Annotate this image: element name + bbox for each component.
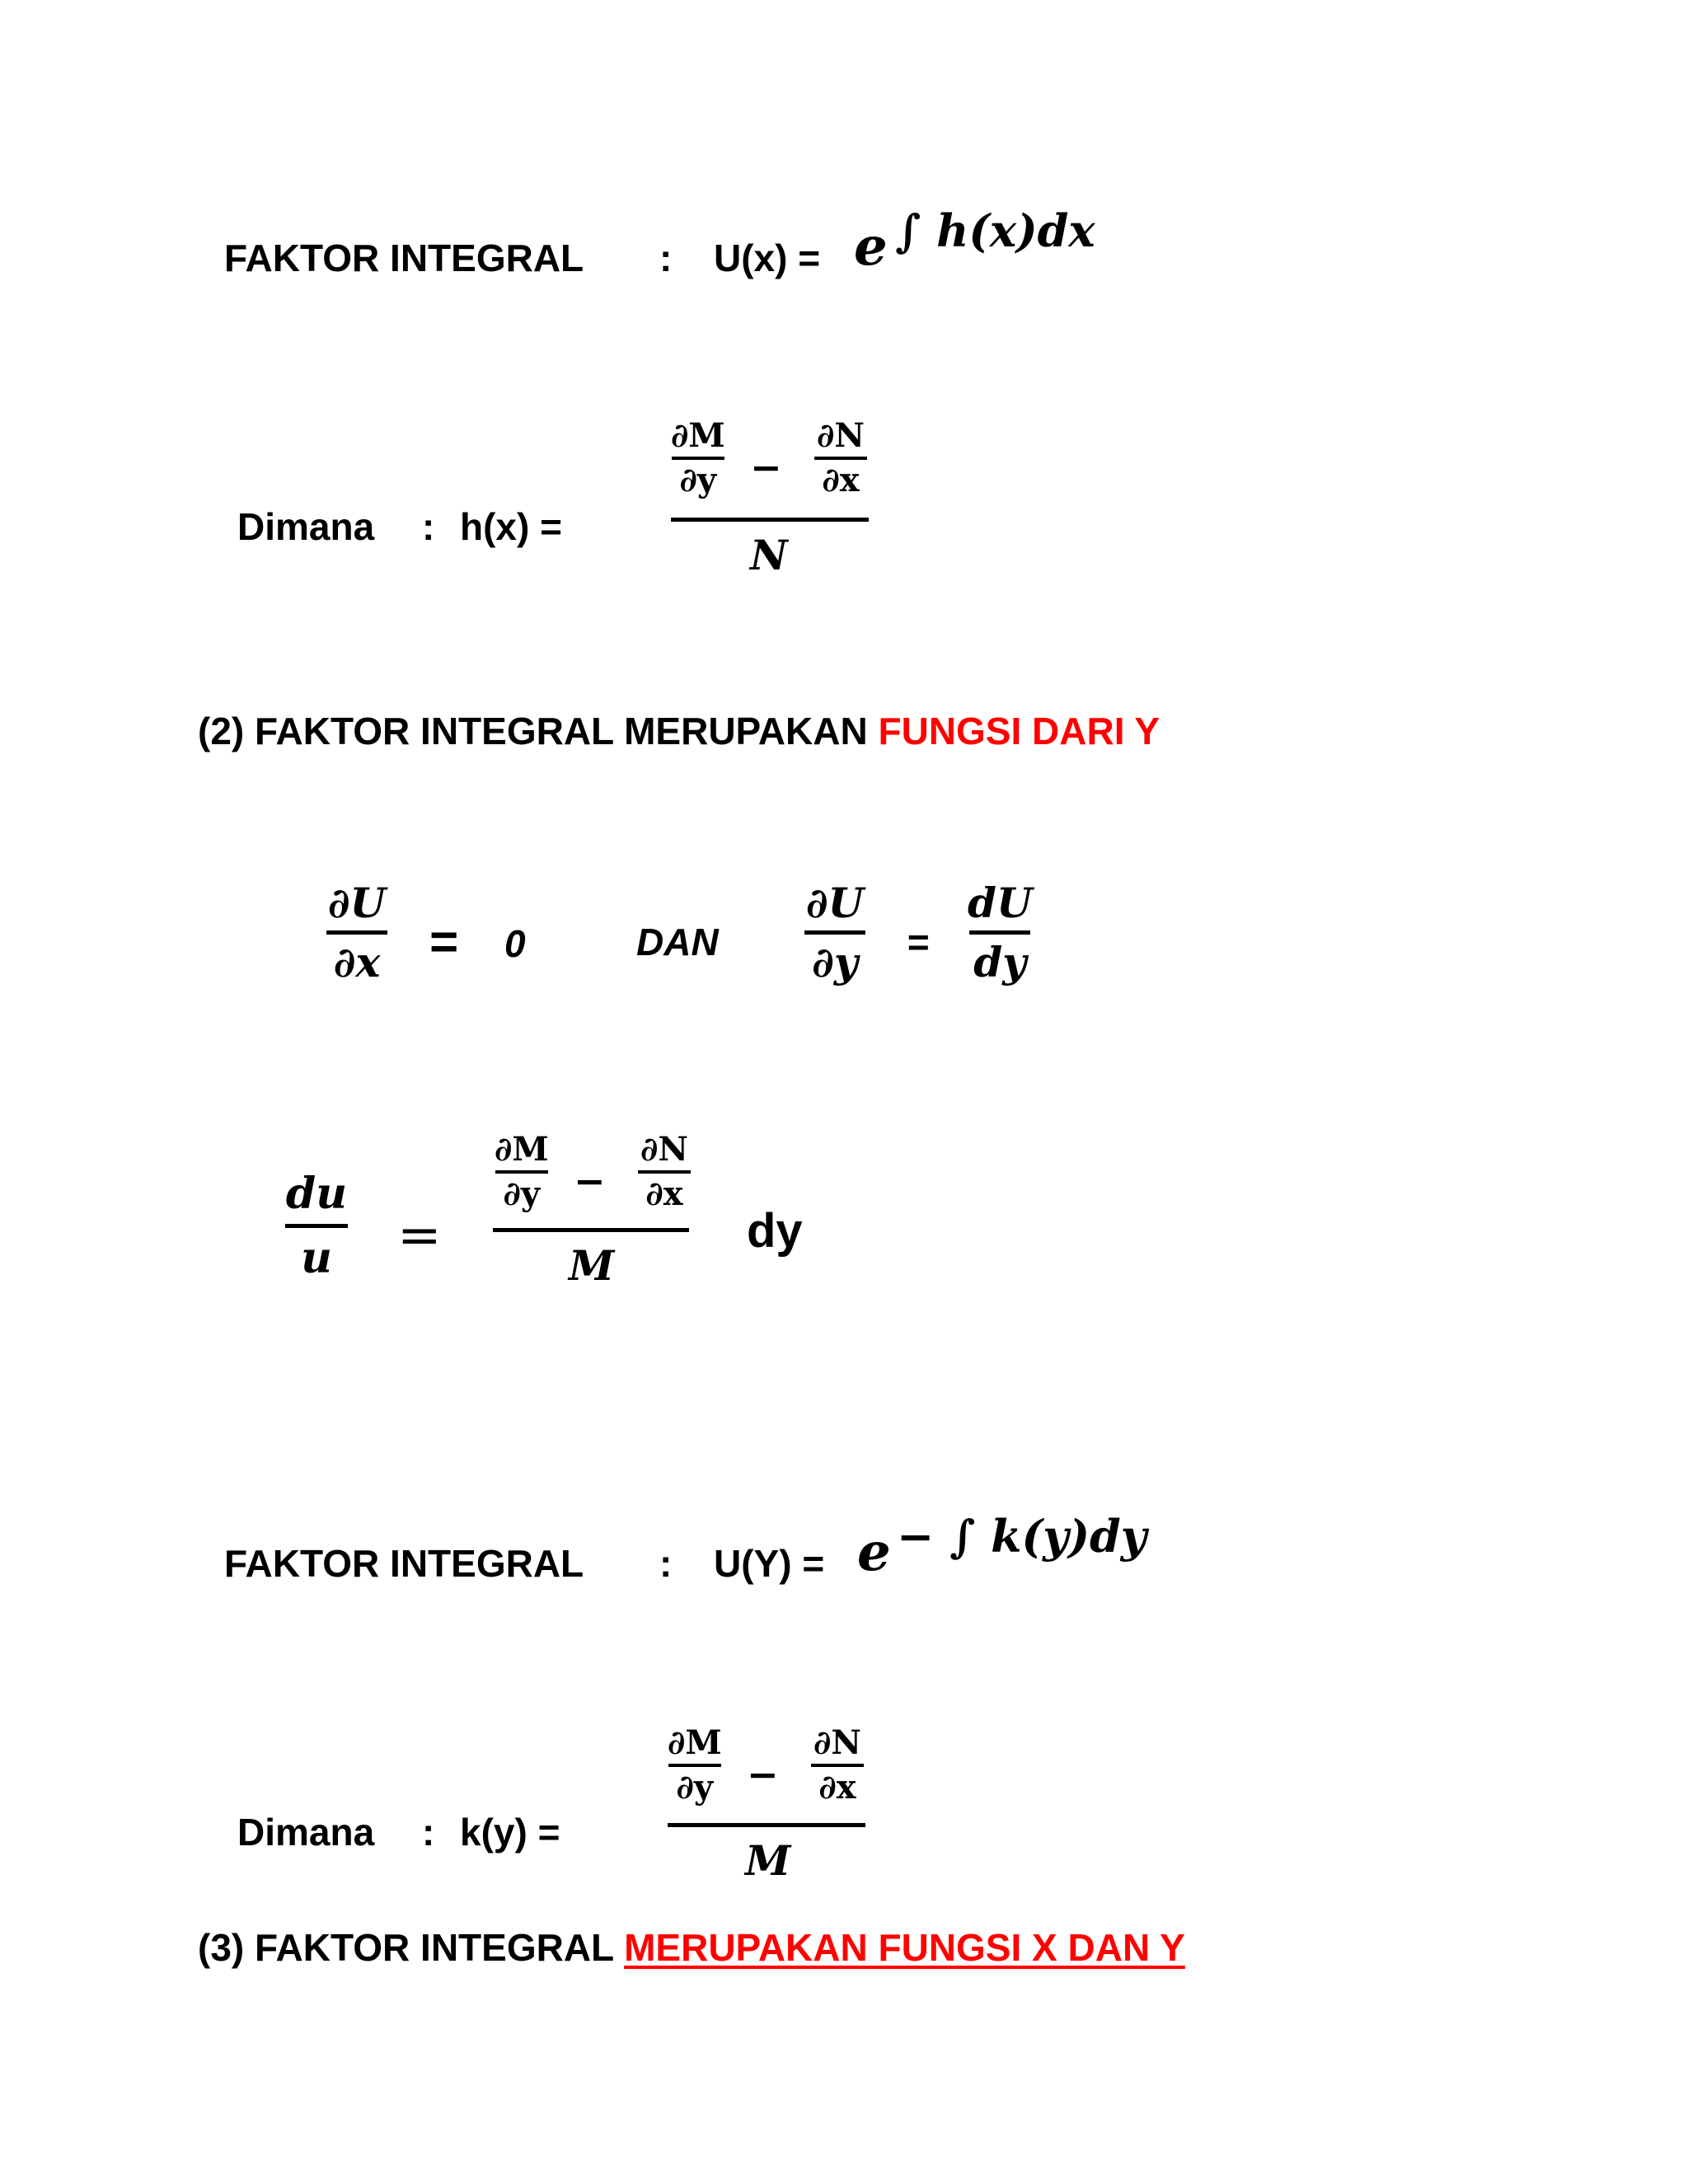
denominator-m: M [745,1836,791,1885]
partial-u: ∂U [805,879,865,927]
colon: : [422,505,435,548]
denominator-n: N [750,531,788,579]
partial-y: ∂y [676,1768,714,1807]
faktor-integral-label: FAKTOR INTEGRAL [224,1542,584,1585]
partial-x: ∂x [818,1768,856,1807]
partial-n-over-x [814,416,867,499]
hx-lhs: h(x) = [460,505,562,548]
minus-sign: − [750,445,782,490]
fraction-bar [285,1224,348,1228]
partial-x: ∂x [645,1174,683,1213]
partial-u: ∂U [327,879,387,927]
denominator-m: M [569,1241,615,1290]
ux-lhs: U(x) = [714,237,821,279]
heading-highlight: FUNGSI DARI Y [878,710,1160,752]
total-u-over-y [968,880,1033,985]
equals-sign: = [397,1205,442,1266]
exp-base: e [854,216,888,278]
partial-m-over-y [495,1132,549,1212]
colon: : [422,1811,435,1854]
total-du: dU [968,879,1033,927]
equals-sign: = [907,921,929,963]
heading-text: (3) FAKTOR INTEGRAL [198,1926,614,1969]
differential-dy: dy [747,1204,803,1258]
dimana-label: Dimana [237,1811,375,1854]
partial-m: ∂M [671,416,725,455]
partial-n: ∂N [817,416,865,455]
partial-m-over-y [668,1723,722,1807]
total-dy: dy [973,938,1027,987]
ky-lhs: k(y) = [460,1811,560,1854]
partial-m-over-y [671,416,725,499]
partial-x: ∂x [822,461,860,499]
uy-lhs: U(Y) = [714,1542,825,1585]
partial-x: ∂x [333,938,381,987]
main-fraction-bar [671,518,869,522]
minus-sign: − [574,1159,606,1203]
partial-u-over-y [804,880,865,985]
du: du [285,1169,348,1219]
main-fraction-bar [493,1228,689,1232]
partial-n: ∂N [814,1723,861,1762]
exp-exponent: − ∫ k(y)dy [897,1510,1147,1563]
partial-y: ∂y [503,1174,541,1213]
heading-case-2 [198,709,1160,753]
equals-sign: = [429,914,458,969]
fraction-bar [672,457,724,460]
dan-connector: DAN [636,921,719,963]
colon: : [659,1542,673,1585]
fraction-bar [969,930,1030,935]
fraction-bar [638,1170,691,1174]
partial-n: ∂N [640,1130,688,1169]
main-fraction-bar [668,1823,865,1827]
colon: : [659,237,673,279]
fraction-bar [811,1764,864,1767]
partial-m: ∂M [495,1130,549,1169]
zero-value: 0 [504,922,526,965]
heading-text: (2) FAKTOR INTEGRAL MERUPAKAN [198,710,868,752]
u: u [301,1233,332,1284]
fraction-bar [814,457,867,460]
fraction-bar [804,930,865,935]
dimana-label: Dimana [237,505,375,548]
partial-n-over-x [811,1723,864,1807]
minus-sign: − [747,1752,779,1797]
partial-y: ∂y [679,461,717,499]
exp-exponent: ∫ h(x)dx [895,204,1095,257]
exp-base: e [857,1521,891,1583]
fraction-bar [668,1764,721,1767]
partial-n-over-x [638,1132,691,1212]
partial-m: ∂M [668,1723,722,1762]
heading-highlight: MERUPAKAN FUNGSI X DAN Y [624,1926,1185,1969]
partial-y: ∂y [812,938,858,987]
fraction-bar [495,1170,548,1174]
partial-u-over-x [326,880,387,985]
fraction-bar [326,930,387,935]
heading-case-3 [198,1925,1185,1970]
faktor-integral-label: FAKTOR INTEGRAL [224,237,584,279]
du-over-u [285,1170,348,1282]
